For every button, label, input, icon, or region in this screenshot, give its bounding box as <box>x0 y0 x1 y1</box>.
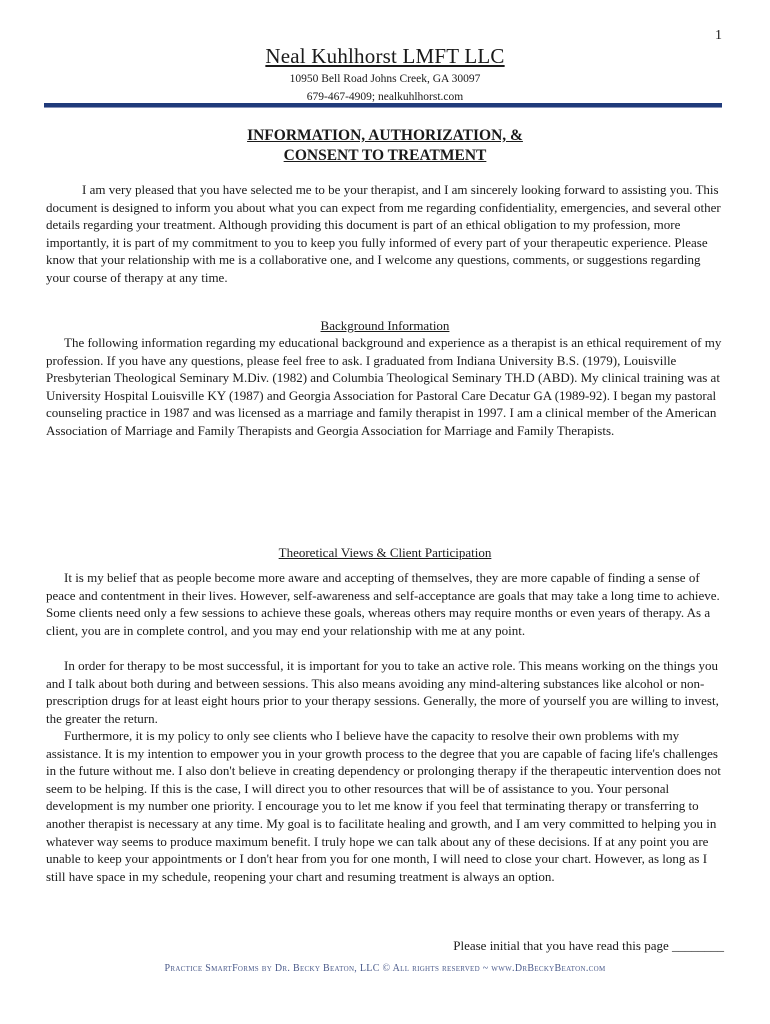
firm-contact: 679-467-4909; nealkuhlhorst.com <box>306 91 464 103</box>
initial-prompt[interactable]: Please initial that you have read this page ________ <box>453 938 724 953</box>
page-number: 1 <box>715 28 722 43</box>
background-paragraph: The following information regarding my educational background and experience as a therapist is an ethical requirement of my profession. If you have any questions, please feel free to ask. I graduated from Indiana University B.S. (1979), Louisville Presbyterian Theological Seminary M.Div. (1982) and Columbia Theological Seminary TH.D (ABD). My clinical training was at University Hospital Louisville KY (1987) and Georgia Association for Pastoral Care Decatur GA (1989-92). I began my pastoral counseling practice in 1987 and was licensed as a marriage and family therapist in 1997. I am a clinical member of the American Association of Marriage and Family Therapists and Georgia Association for Marriage and Family Therapists. <box>46 335 722 438</box>
title-line-1: INFORMATION, AUTHORIZATION, & <box>247 127 523 144</box>
footer: Practice SmartForms by Dr. Becky Beaton, LLC © All rights reserved ~ www.DrBeckyBeaton.com <box>164 963 606 974</box>
document-title <box>0 126 770 166</box>
theory-heading: Theoretical Views & Client Participation <box>278 545 492 560</box>
intro-paragraph: I am very pleased that you have selected me to be your therapist, and I am sincerely looking forward to assisting you. This document is designed to inform you about what you can expect from me regarding confidentiality, emergencies, and several other details regarding your treatment. Although providing this document is part of an ethical obligation to my profession, more importantly, it is part of my commitment to you to keep you fully informed of every part of your therapeutic experience. Please know that your relationship with me is a collaborative one, and I welcome any questions, comments, or suggestions regarding your course of therapy at any time. <box>46 182 721 285</box>
theory-paragraph-1: It is my belief that as people become more aware and accepting of themselves, they are more capable of finding a sense of peace and contentment in their lives. However, self-awareness and self-acceptance are goals that may take a long time to achieve. Some clients need only a few sessions to achieve these goals, whereas others may require months or even years of therapy. As a client, you are in complete control, and you may end your relationship with me at any point. <box>46 570 720 638</box>
firm-name: Neal Kuhlhorst LMFT LLC <box>265 44 505 68</box>
letterhead <box>0 44 770 105</box>
theory-paragraph-3: Furthermore, it is my policy to only see clients who I believe have the capacity to resolve their own problems with my assistance. It is my intention to empower you in your growth process to the degree that you are capable of facing life's challenges in the future without me. I also don't believe in creating dependency or prolonging therapy if the therapeutic intervention does not seem to be helping. If this is the case, I will direct you to other resources that will be of assistance to you. Your personal development is my number one priority. I encourage you to let me know if you feel that terminating therapy or transferring to another therapist is necessary at any time. My goal is to facilitate healing and growth, and I am very committed to helping you in whatever way seems to produce maximum benefit. I truly hope we can talk about any of these decisions. If at any point you are unable to keep your appointments or I don't hear from you for one month, I will need to close your chart. However, as long as I still have space in my schedule, reopening your chart and resuming treatment is always an option. <box>46 728 721 884</box>
title-line-2: CONSENT TO TREATMENT <box>283 147 487 164</box>
header-divider <box>44 103 722 108</box>
background-heading: Background Information <box>320 318 450 333</box>
firm-address: 10950 Bell Road Johns Creek, GA 30097 <box>289 73 481 85</box>
theory-paragraph-2: In order for therapy to be most successful, it is important for you to take an active role. This means working on the things you and I talk about both during and between sessions. This also means avoiding any mind-altering substances like alcohol or non-prescription drugs for at least eight hours prior to your therapy sessions. Generally, the more of yourself you are willing to invest, the greater the return. <box>46 658 719 726</box>
